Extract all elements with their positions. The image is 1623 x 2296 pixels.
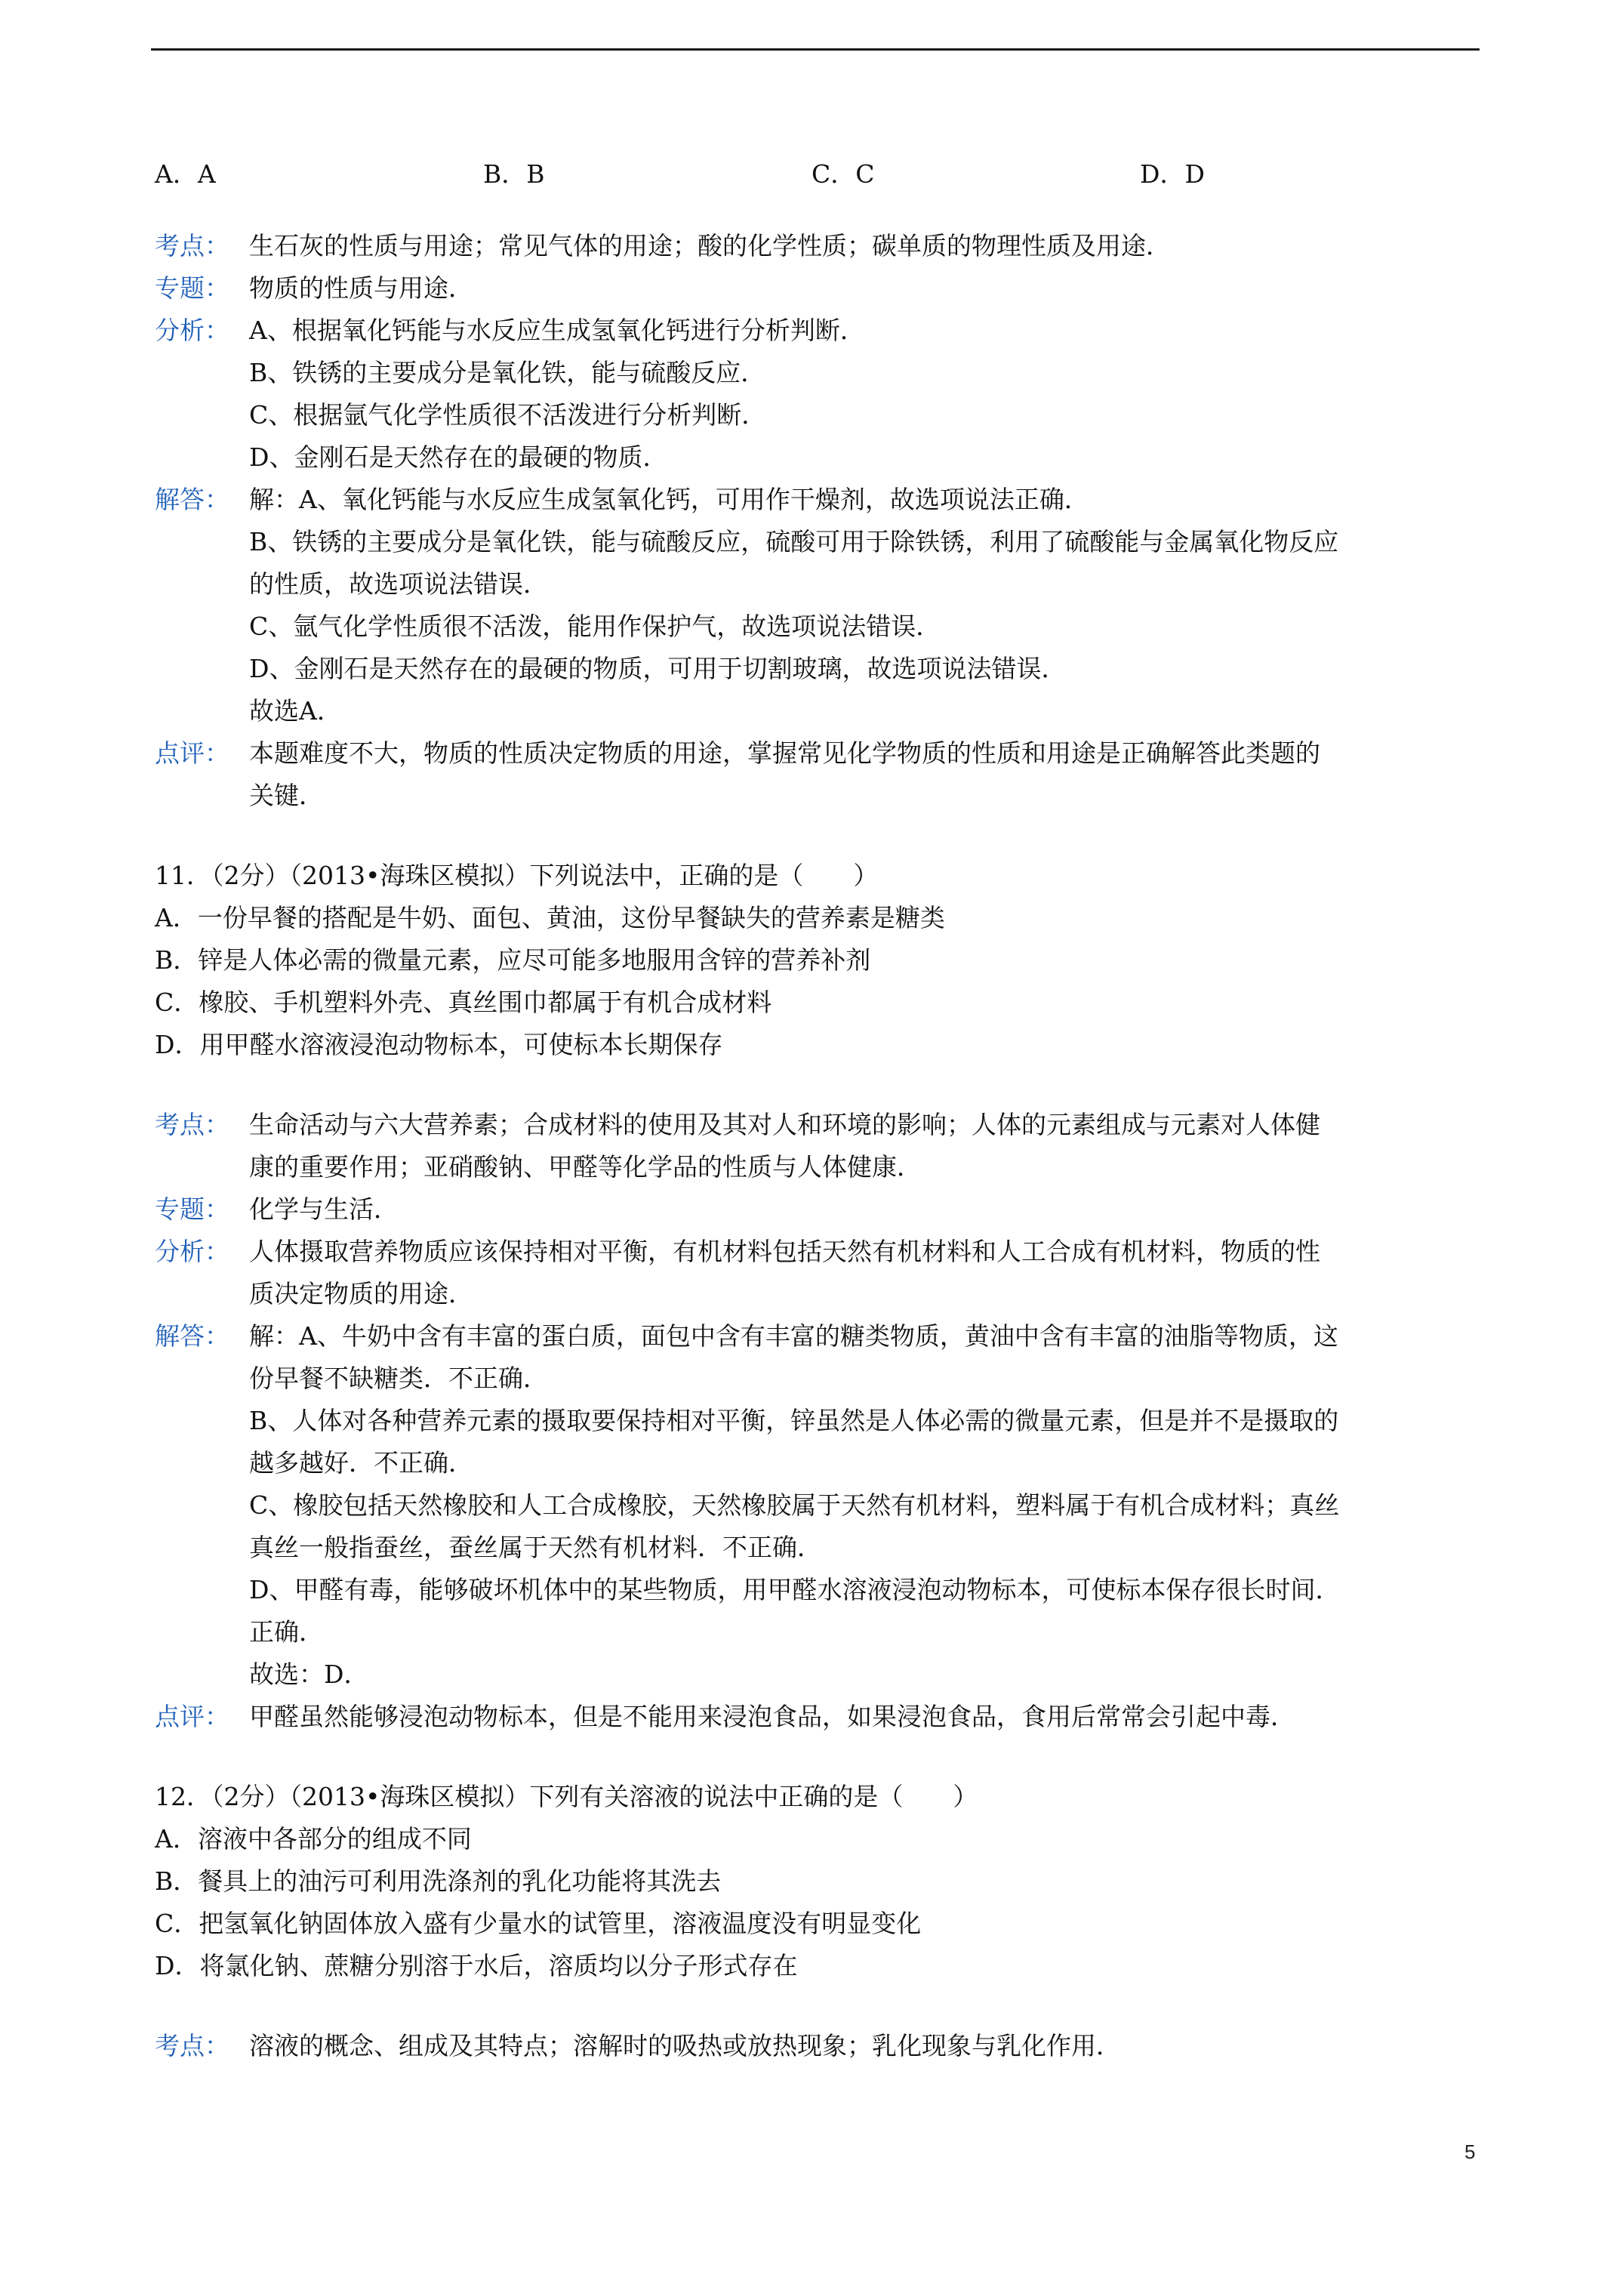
dianping-label: 点评： [155, 1702, 229, 1731]
text-line: 份早餐不缺糖类．不正确． [249, 1364, 548, 1393]
q10-kaodian [155, 225, 1483, 267]
fenxi-label: 分析： [155, 316, 229, 345]
q10-jieda [155, 479, 1483, 732]
q12-head: 12．（2分）（2013•海珠区模拟）下列有关溶液的说法中正确的是（ ） [155, 1782, 978, 1811]
text-line: 生命活动与六大营养素；合成材料的使用及其对人和环境的影响；人体的元素组成与元素对人体健 [249, 1110, 1320, 1139]
q12-kaodian [155, 2025, 1483, 2067]
header-rule [151, 48, 1480, 51]
text-line: 康的重要作用；亚硝酸钠、甲醛等化学品的性质与人体健康． [249, 1152, 922, 1182]
q10-dianping [155, 732, 1483, 817]
page-content [155, 151, 1483, 2067]
q10-option-c: C．C [812, 159, 875, 189]
q12-option-b: B．餐具上的油污可利用洗涤剂的乳化功能将其洗去 [155, 1866, 722, 1896]
text-line: 故选A． [249, 696, 342, 726]
q10-option-a: A．A [155, 159, 216, 189]
text-line: D、甲醛有毒，能够破坏机体中的某些物质，用甲醛水溶液浸泡动物标本，可使标本保存很长时间． [249, 1575, 1341, 1604]
text-line: 解：A、氧化钙能与水反应生成氢氧化钙，可用作干燥剂，故选项说法正确． [249, 485, 1089, 514]
q10-option-b: B．B [483, 159, 545, 189]
q11-option-b: B．锌是人体必需的微量元素，应尽可能多地服用含锌的营养补剂 [155, 945, 871, 975]
text-line: 溶液的概念、组成及其特点；溶解时的吸热或放热现象；乳化现象与乳化作用． [249, 2031, 1121, 2060]
text-line: D、金刚石是天然存在的最硬的物质，可用于切割玻璃，故选项说法错误． [249, 654, 1067, 683]
kaodian-label: 考点： [155, 231, 229, 260]
text-line: 关键． [249, 781, 324, 810]
text-line: 真丝一般指蚕丝，蚕丝属于天然有机材料．不正确． [249, 1533, 822, 1562]
q11-option-c: C．橡胶、手机塑料外壳、真丝围巾都属于有机合成材料 [155, 988, 772, 1017]
q11-kaodian [155, 1104, 1483, 1188]
q12-option-c: C．把氢氧化钠固体放入盛有少量水的试管里，溶液温度没有明显变化 [155, 1909, 922, 1938]
text-line: 生石灰的性质与用途；常见气体的用途；酸的化学性质；碳单质的物理性质及用途． [249, 231, 1171, 260]
text-line: C、氩气化学性质很不活泼，能用作保护气，故选项说法错误． [249, 612, 941, 641]
text-line: A、根据氧化钙能与水反应生成氢氧化钙进行分析判断． [249, 316, 865, 345]
jieda-label: 解答： [155, 1321, 229, 1351]
kaodian-label: 考点： [155, 2031, 229, 2060]
text-line: 本题难度不大，物质的性质决定物质的用途，掌握常见化学物质的性质和用途是正确解答此类题的 [249, 738, 1320, 768]
text-line: 的性质，故选项说法错误． [249, 569, 548, 599]
q11-fenxi [155, 1231, 1483, 1315]
q11-dianping [155, 1696, 1483, 1738]
text-line: 物质的性质与用途． [249, 273, 473, 303]
text-line: B、铁锈的主要成分是氧化铁，能与硫酸反应，硫酸可用于除铁锈，利用了硫酸能与金属氧化物反应 [249, 527, 1339, 556]
kaodian-label: 考点： [155, 1110, 229, 1139]
q10-option-d: D．D [1140, 159, 1205, 189]
q11-zhuanti [155, 1188, 1483, 1231]
zhuanti-label: 专题： [155, 273, 229, 303]
text-line: B、人体对各种营养元素的摄取要保持相对平衡，锌虽然是人体必需的微量元素，但是并不是摄取的 [249, 1406, 1339, 1435]
page-number: 5 [1464, 2140, 1476, 2163]
q11-option-d: D．用甲醛水溶液浸泡动物标本，可使标本长期保存 [155, 1030, 723, 1059]
text-line: 甲醛虽然能够浸泡动物标本，但是不能用来浸泡食品，如果浸泡食品，食用后常常会引起中毒． [249, 1702, 1295, 1731]
dianping-label: 点评： [155, 738, 229, 768]
q11-jieda [155, 1315, 1483, 1696]
jieda-label: 解答： [155, 485, 229, 514]
text-line: 质决定物质的用途． [249, 1279, 473, 1308]
q11-option-a: A．一份早餐的搭配是牛奶、面包、黄油，这份早餐缺失的营养素是糖类 [155, 903, 945, 932]
q10-zhuanti [155, 267, 1483, 310]
zhuanti-label: 专题： [155, 1194, 229, 1224]
text-line: 人体摄取营养物质应该保持相对平衡，有机材料包括天然有机材料和人工合成有机材料，物质的性 [249, 1237, 1320, 1266]
text-line: 解：A、牛奶中含有丰富的蛋白质，面包中含有丰富的糖类物质，黄油中含有丰富的油脂等物质，这 [249, 1321, 1338, 1351]
text-line: D、金刚石是天然存在的最硬的物质． [249, 442, 668, 472]
text-line: C、根据氩气化学性质很不活泼进行分析判断． [249, 400, 767, 430]
text-line: B、铁锈的主要成分是氧化铁，能与硫酸反应． [249, 358, 766, 387]
text-line: 化学与生活． [249, 1194, 399, 1224]
q11-head: 11．（2分）（2013•海珠区模拟）下列说法中，正确的是（ ） [155, 861, 879, 890]
text-line: 越多越好．不正确． [249, 1448, 473, 1478]
q12-option-a: A．溶液中各部分的组成不同 [155, 1824, 472, 1854]
q10-fenxi [155, 310, 1483, 479]
fenxi-label: 分析： [155, 1237, 229, 1266]
q12-option-d: D．将氯化钠、蔗糖分别溶于水后，溶质均以分子形式存在 [155, 1951, 798, 1980]
q10-options [155, 151, 1483, 193]
text-line: 正确． [249, 1617, 324, 1647]
text-line: C、橡胶包括天然橡胶和人工合成橡胶，天然橡胶属于天然有机材料，塑料属于有机合成材料；真丝 [249, 1490, 1340, 1520]
text-line: 故选：D． [249, 1660, 369, 1689]
